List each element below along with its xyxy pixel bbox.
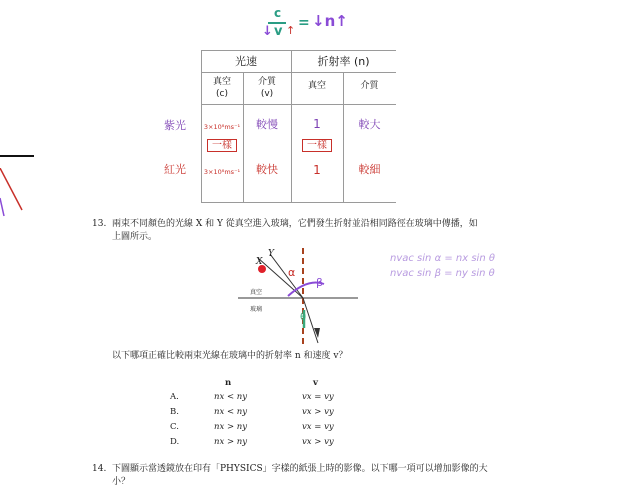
red-c: 3×10⁸ms⁻¹: [203, 168, 241, 176]
sub-vacuum-2: 真空: [307, 81, 326, 91]
sub-medium-label: 介質: [257, 77, 276, 87]
formula-v: v: [274, 24, 283, 39]
row-red-label: 紅光: [164, 163, 186, 176]
q14-number: 14.: [92, 464, 107, 474]
header-index: 折射率 (n): [317, 55, 370, 68]
option-c-n: nx > ny: [214, 422, 248, 432]
note-line1: nvac sin α = nx sin θ: [390, 253, 495, 264]
option-a-n: nx < ny: [214, 392, 248, 402]
red-nmed: 較細: [358, 163, 381, 176]
formula-n: ↓n↑: [312, 12, 348, 30]
formula-c: c: [274, 6, 282, 20]
option-c-letter: C.: [170, 422, 179, 432]
note-line2: nvac sin β = ny sin θ: [390, 268, 495, 279]
option-a-letter: A.: [170, 392, 179, 402]
formula-down-arrow: ↓: [262, 24, 273, 39]
red-v: 較快: [256, 163, 278, 176]
same-index: [299, 140, 335, 152]
refraction-diagram: [230, 248, 370, 348]
sub-vacuum: [201, 76, 243, 100]
label-x: X: [256, 257, 263, 267]
q13-text-line1: 兩束不同顏色的光線 X 和 Y 從真空進入玻璃，它們發生折射並沿相同路徑在玻璃中傳播，如: [112, 219, 478, 229]
formula: [262, 6, 352, 46]
violet-c: 3×10⁸ms⁻¹: [203, 123, 241, 131]
q14-text-line1: 下圖顯示當透鏡放在印有「PHYSICS」字樣的紙張上時的影像。以下哪一項可以增加影像的大: [112, 464, 488, 474]
col-v-header: v: [313, 378, 318, 388]
option-b-v: vx > vy: [302, 407, 334, 417]
sub-medium-sym: (v): [260, 89, 274, 99]
margin-line: [0, 155, 34, 157]
formula-equals: =: [298, 15, 310, 31]
label-theta: θ: [300, 312, 307, 323]
col-n-header: n: [225, 378, 232, 388]
q13-number: 13.: [92, 219, 107, 229]
header-speed: 光速: [235, 55, 257, 68]
q14-text-line2: 小？: [112, 477, 131, 487]
label-beta: β: [316, 276, 324, 289]
option-d-v: vx > vy: [302, 437, 334, 447]
option-c-v: vx = vy: [302, 422, 334, 432]
label-vacuum: 真空: [250, 289, 263, 296]
sub-medium-2: 介質: [360, 81, 379, 91]
option-d-n: nx > ny: [214, 437, 248, 447]
same-speed: [205, 140, 239, 152]
formula-up-arrow: ↑: [286, 24, 296, 37]
violet-v: 較慢: [256, 118, 278, 131]
q13-question: 以下哪項正確比較兩束光線在玻璃中的折射率 n 和速度 v？: [112, 351, 348, 361]
q13-text-line2: 上圖所示。: [112, 232, 158, 242]
sub-medium: [243, 76, 291, 100]
row-violet-label: 紫光: [164, 119, 186, 132]
margin-red-lines: [0, 168, 30, 218]
label-y: Y: [268, 249, 274, 259]
option-d-letter: D.: [170, 437, 180, 447]
violet-nmed: 較大: [358, 118, 381, 131]
option-a-v: vx = vy: [302, 392, 334, 402]
label-glass: 玻璃: [250, 306, 263, 313]
label-alpha: α: [288, 266, 296, 279]
sub-vacuum-sym: (c): [216, 89, 228, 99]
same-speed-label: 一樣: [207, 139, 237, 152]
sub-vacuum-label: 真空: [212, 77, 231, 87]
red-nvac: 1: [313, 163, 321, 177]
option-b-letter: B.: [170, 407, 179, 417]
violet-nvac: 1: [313, 117, 321, 131]
same-index-label: 一樣: [302, 139, 332, 152]
option-b-n: nx < ny: [214, 407, 248, 417]
